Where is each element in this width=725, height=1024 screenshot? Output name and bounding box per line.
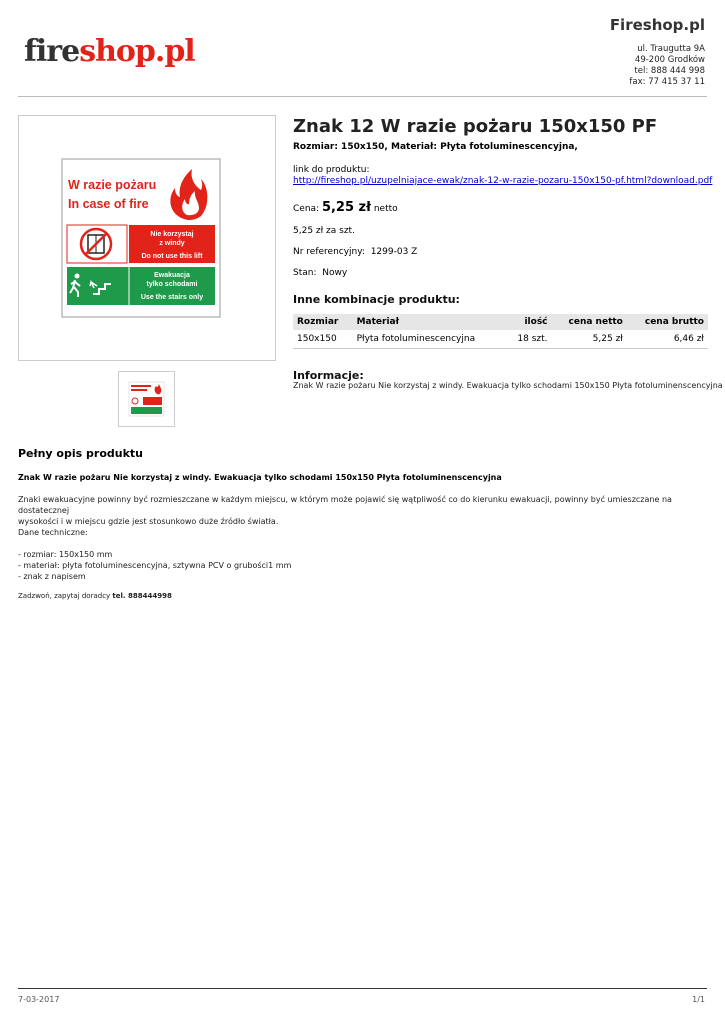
fire-sign-image [19,116,275,360]
product-image [18,115,276,361]
description-para-line-2: wysokości i w miejscu gdzie jest stosunkowo duże źródło światła. [18,517,279,526]
col-net-price: cena netto [552,314,627,330]
state-label: Stan: [293,268,317,278]
cell-quantity: 18 szt. [505,330,551,349]
state-value: Nowy [322,268,348,278]
footer-date: 7-03-2017 [18,995,60,1004]
tech-heading: Dane techniczne: [18,528,88,537]
sign-stairs-pl-2: tylko schodami [146,281,198,288]
col-gross-price: cena brutto [627,314,708,330]
reference-label: Nr referencyjny: [293,247,365,257]
header-divider [18,96,707,97]
address-fax: fax: 77 415 37 11 [629,77,705,87]
fireshop-logo: fireshop.pl [24,34,195,69]
price-value: 5,25 zł [321,200,371,215]
col-size: Rozmiar [293,314,353,330]
product-details [293,116,713,382]
sign-title-pl: W razie pożaru [68,178,157,192]
product-subtitle: Rozmiar: 150x150, Materiał: Płyta fotoluminescencyjna, [293,142,578,152]
fire-sign-thumbnail [119,372,174,426]
spec-item: - materiał: płyta fotoluminescencyjna, sztywna PCV o grubości1 mm [18,561,292,570]
combinations-heading: Inne kombinacje produktu: [293,293,460,306]
sign-lift-pl-1: Nie korzystaj [150,231,194,238]
reference-row [293,247,713,257]
cell-net-price: 5,25 zł [552,330,627,349]
address-street: ul. Traugutta 9A [637,44,705,54]
product-link[interactable]: http://fireshop.pl/uzupelniajace-ewak/znak-12-w-razie-pozaru-150x150-pf.html?download.pdf [293,176,713,186]
description-para-line-1: Znaki ewakuacyjne powinny być rozmieszczane w każdym miejscu, w którym może pojawić się wątpliwość co do kierunku ewakuacji, powinny być umieszczane na dostatecznej [18,495,672,515]
sign-lift-pl-2: z windy [159,240,185,247]
info-heading: Informacje: [293,369,364,382]
info-text: Znak W razie pożaru Nie korzystaj z windy. Ewakuacja tylko schodami 150x150 Płyta fotoluminenscencyjna [293,381,723,390]
contact-text: Zadzwoń, zapytaj doradcy [18,592,111,600]
address-phone: tel: 888 444 998 [634,66,705,76]
cell-size: 150x150 [293,330,353,349]
price-row [293,200,713,215]
contact-line [18,591,708,602]
spec-item: - rozmiar: 150x150 mm [18,550,113,559]
address-city: 49-200 Grodków [634,55,705,65]
link-label: link do produktu: [293,165,370,175]
price-label: Cena: [293,204,320,214]
full-description [18,447,708,602]
cell-material: Płyta fotoluminescencyjna [353,330,506,349]
description-heading: Pełny opis produktu [18,447,143,460]
table-row [293,330,708,349]
table-header-row [293,314,708,330]
combinations-table [293,314,708,349]
footer-divider [18,988,707,989]
state-row [293,268,713,278]
description-bold-title: Znak W razie pożaru Nie korzystaj z windy. Ewakuacja tylko schodami 150x150 Płyta fotoluminenscencyjna [18,473,502,482]
sign-stairs-pl-1: Ewakuacja [154,272,190,279]
price-suffix: netto [373,204,398,214]
col-material: Materiał [353,314,506,330]
sign-stairs-en: Use the stairs only [140,294,204,301]
shop-name: Fireshop.pl [609,16,705,34]
product-title: Znak 12 W razie pożaru 150x150 PF [293,116,658,137]
shop-address [629,44,705,88]
contact-phone[interactable]: tel. 888444998 [112,592,172,600]
footer-page-number: 1/1 [692,995,705,1004]
sign-title-en: In case of fire [68,197,149,211]
col-quantity: ilość [505,314,551,330]
sign-lift-en: Do not use this lift [141,253,203,260]
cell-gross-price: 6,46 zł [627,330,708,349]
unit-price: 5,25 zł za szt. [293,226,355,236]
reference-value: 1299-03 Z [370,247,418,257]
product-thumbnail[interactable] [118,371,175,427]
spec-item: - znak z napisem [18,572,86,581]
